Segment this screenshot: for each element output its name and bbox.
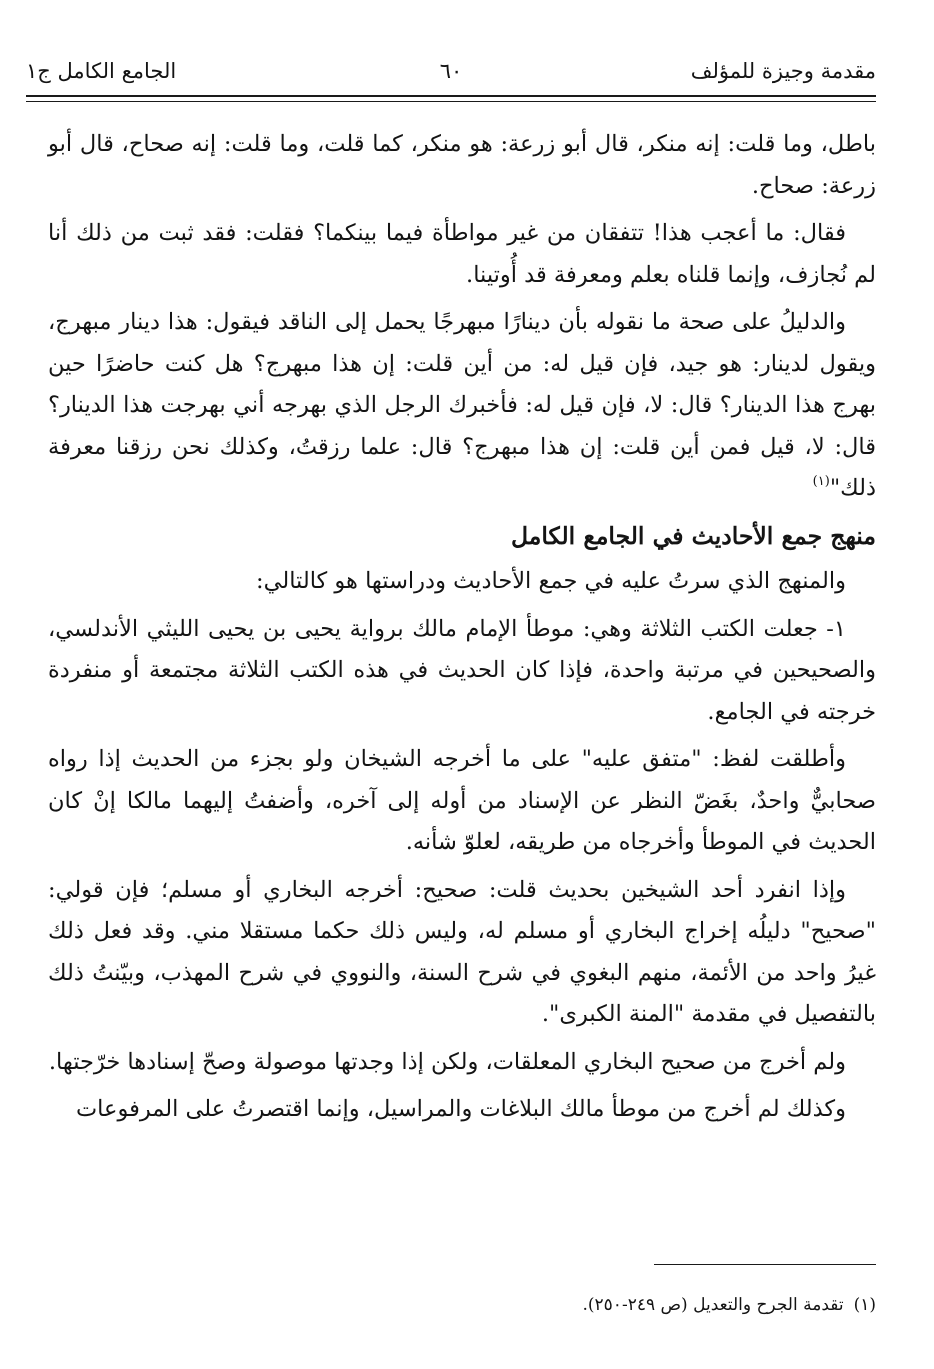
paragraph-with-footnote: [48, 302, 876, 510]
footnote: [300, 1292, 876, 1318]
header-book-title: الجامع الكامل ج١: [26, 59, 177, 83]
footnote-separator: [654, 1264, 876, 1265]
section-heading: منهج جمع الأحاديث في الجامع الكامل: [510, 521, 876, 550]
paragraph: وكذلك لم أخرج من موطأ مالك البلاغات والمراسيل، وإنما اقتصرتُ على المرفوعات: [75, 1096, 846, 1122]
footnote-text: تقدمة الجرح والتعديل (ص ٢٤٩-٢٥٠).: [582, 1295, 844, 1315]
main-text: [48, 124, 876, 1137]
footnote-number: (١): [853, 1295, 876, 1315]
paragraph: وإذا انفرد أحد الشيخين بحديث قلت: صحيح: أخرجه البخاري أو مسلم؛ فإن قولي: "صحيح" دليلُه إخراج البخاري أو مسلم له، وليس ذلك حكما مستقلا مني. وقد فعل ذلك غيرُ واحد من الأئمة، منهم البغوي في شرح السنة، والنووي في شرح المهذب، وبيّنتُ ذلك بالتفصيل في مقدمة "المنة الكبرى".: [48, 876, 876, 1027]
header-rule-thin: [26, 101, 876, 102]
header-rule-thick: [26, 95, 876, 97]
paragraph: باطل، وما قلت: إنه منكر، قال أبو زرعة: هو منكر، كما قلت، وما قلت: إنه صحاح، قال أبو زرعة: صحاح.: [48, 131, 876, 199]
footnote-reference[interactable]: (١): [812, 474, 830, 489]
header-chapter-title: مقدمة وجيزة للمؤلف: [690, 59, 876, 83]
paragraph: ولم أخرج من صحيح البخاري المعلقات، ولكن إذا وجدتها موصولة وصحّ إسنادها خرّجتها.: [48, 1048, 846, 1075]
paragraph: والمنهج الذي سرتُ عليه في جمع الأحاديث ودراستها هو كالتالي:: [256, 568, 846, 594]
paragraph: فقال: ما أعجب هذا! تتفقان من غير مواطأة فيما بينكما؟ فقلت: فقد ثبت من ذلك أنا لم نُجازف، وإنما قلناه بعلم ومعرفة قد أُوتينا.: [48, 220, 876, 288]
paragraph-text: والدليلُ على صحة ما نقوله بأن دينارًا مبهرجًا يحمل إلى الناقد فيقول: هذا دينار مبهرج، ويقول لدينار: هو جيد، فإن قيل له: من أين قلت: إن هذا مبهرج؟ هل كنت حاضرًا حين بهرج هذا الدينار؟ قال: لا، فإن قيل له: فأخبرك الرجل الذي بهرجه أني بهرجت هذا الدينار؟ قال: لا، قيل فمن أين قلت: إن هذا مبهرج؟ قال: علما رزقتُ، وكذلك نحن رزقنا معرفة ذلك": [48, 309, 876, 501]
running-header: [26, 50, 876, 90]
paragraph: وأطلقت لفظ: "متفق عليه" على ما أخرجه الشيخان ولو بجزء من الحديث إذا رواه صحابيٌّ واحدٌ، بغَضّ النظر عن الإسناد من أوله إلى آخره، وأضفتُ إليهما مالكا إنْ كان الحديث في الموطأ وأخرجاه من طريقه، لعلوّ شأنه.: [48, 746, 876, 855]
numbered-paragraph: ١- جعلت الكتب الثلاثة وهي: موطأ الإمام مالك برواية يحيى بن يحيى الليثي الأندلسي، والصحيحين في مرتبة واحدة، فإذا كان الحديث في هذه الكتب الثلاثة مجتمعة أو منفردة خرجته في الجامع.: [48, 615, 876, 725]
page-number: ٦٠: [439, 59, 463, 83]
